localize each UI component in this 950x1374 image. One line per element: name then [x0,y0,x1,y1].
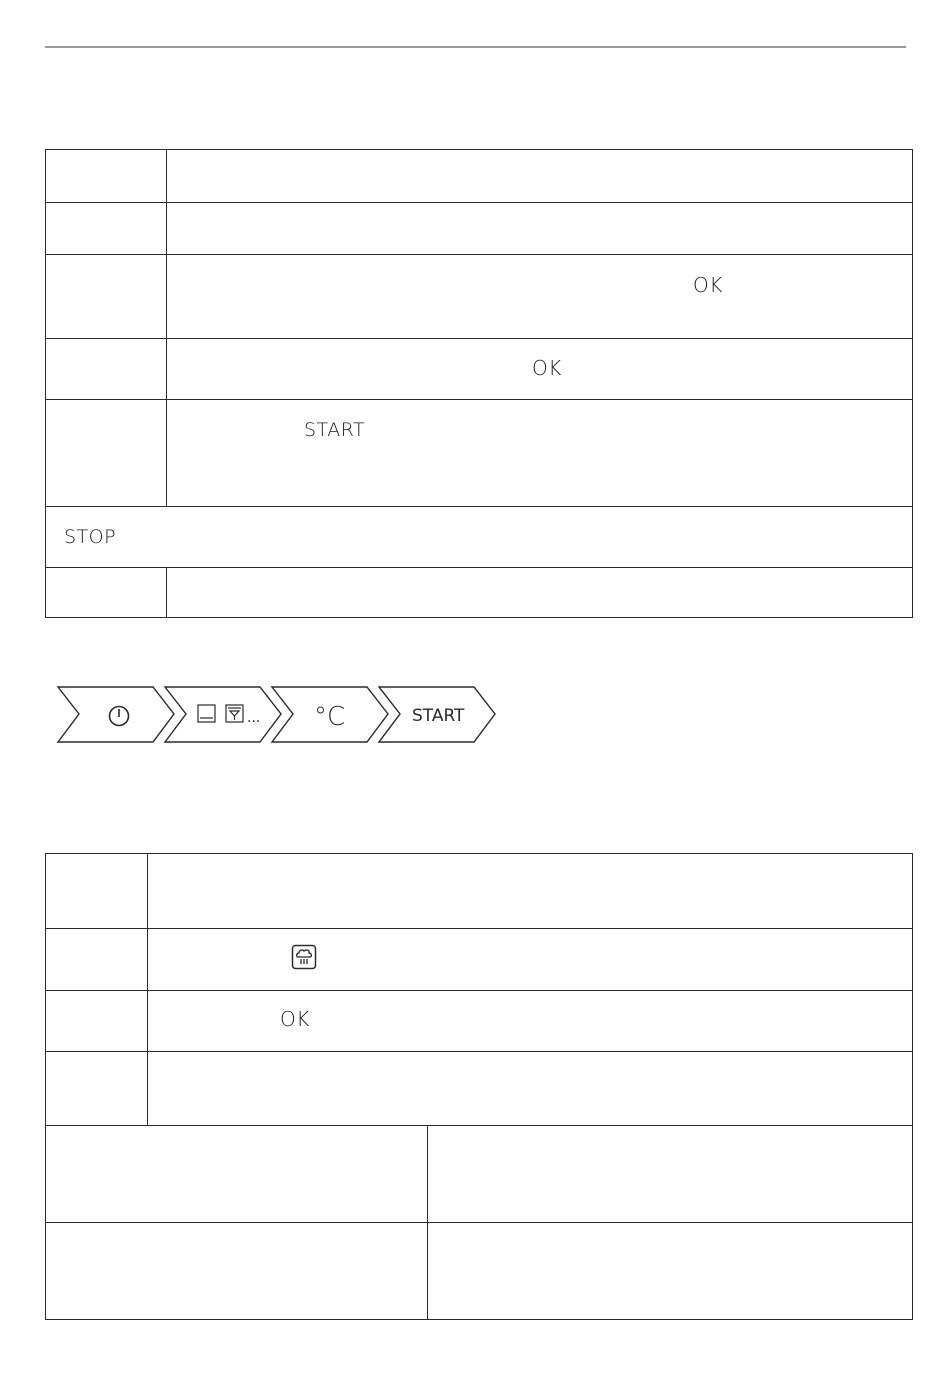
column-divider [147,854,148,1125]
instructions-table-1 [45,149,913,618]
table-row [46,1051,912,1125]
column-divider [166,567,167,617]
column-divider [427,1125,428,1319]
temperature-label: °C [314,702,346,732]
column-divider [166,150,167,506]
table-row [46,1125,912,1222]
table-row [46,150,912,202]
table-row [46,928,912,990]
oven-function-icons [198,705,243,722]
steam-icon [291,944,317,970]
table-row [46,506,912,567]
step-arrow [165,687,281,742]
table-row [46,567,912,619]
instructions-table-2 [45,853,913,1320]
step-arrow [58,687,174,742]
more-functions-ellipsis: ... [247,710,261,726]
header-rule [45,46,906,48]
start-key-label: START [304,419,366,441]
ok-key-label: OK [532,356,562,380]
table-row [46,399,912,506]
sequence-arrows [56,684,500,746]
table-row [46,338,912,399]
start-label: START [412,706,465,726]
table-row [46,1222,912,1321]
ok-key-label: OK [280,1007,310,1031]
operation-sequence-diagram [56,684,500,746]
table-row [46,854,912,928]
table-row [46,202,912,254]
ok-key-label: OK [693,273,723,297]
stop-key-label: STOP [64,526,117,548]
table-row [46,254,912,338]
power-icon [110,707,129,726]
table-row [46,990,912,1051]
